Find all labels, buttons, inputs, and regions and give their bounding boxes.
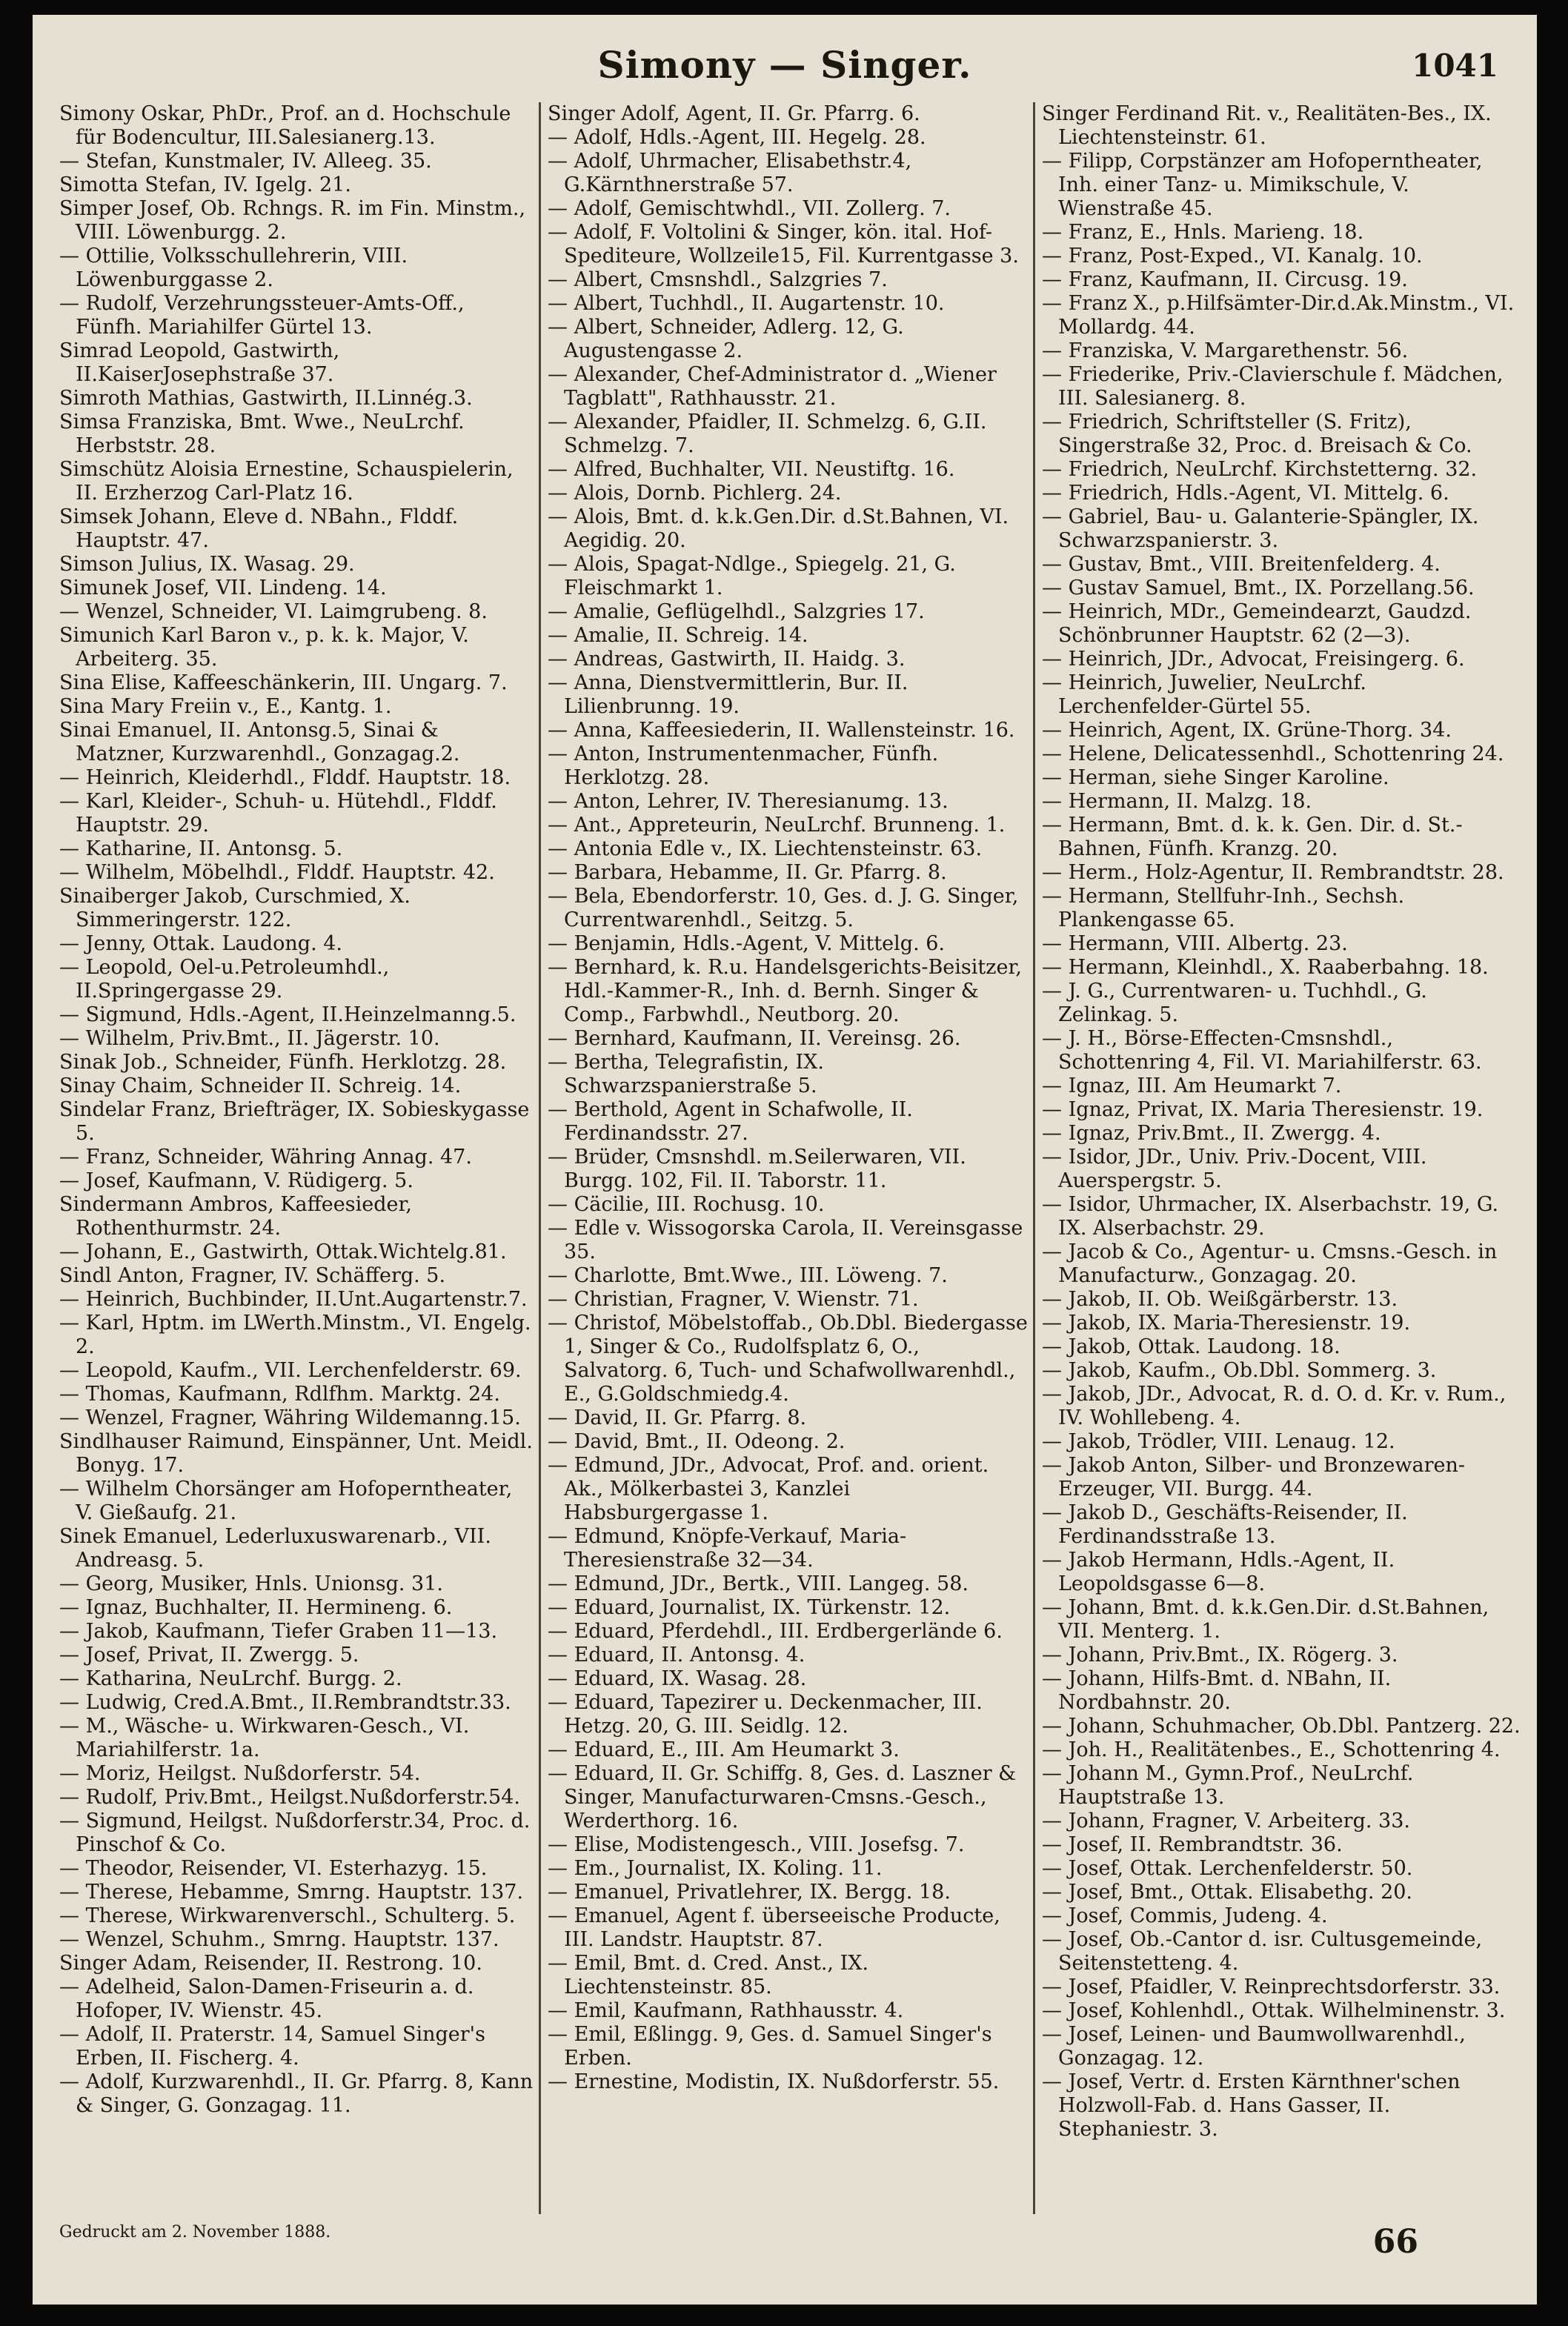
directory-entry: — Emanuel, Privatlehrer, IX. Bergg. 18. (548, 1881, 951, 1904)
directory-entry: — M., Wäsche- u. Wirkwaren-Gesch., VI. Mariahilferstr. 1a. (59, 1715, 470, 1761)
directory-entry: — Jakob, Kaufmann, Tiefer Graben 11—13. (59, 1620, 498, 1643)
directory-entry: Singer Adolf, Agent, II. Gr. Pfarrg. 6. (548, 102, 920, 125)
directory-entry: — Edmund, Knöpfe-Verkauf, Maria-Theresienstraße 32—34. (548, 1525, 907, 1572)
directory-entry: — Elise, Modistengesch., VIII. Josefsg. 7. (548, 1833, 965, 1856)
directory-entry: — Rudolf, Verzehrungssteuer-Amts-Off., Fünfh. Mariahilfer Gürtel 13. (59, 292, 465, 339)
directory-entry: Sinak Job., Schneider, Fünfh. Herklotzg. 28. (59, 1051, 507, 1074)
directory-entry: Sindl Anton, Fragner, IV. Schäfferg. 5. (59, 1264, 446, 1287)
directory-entry: Simroth Mathias, Gastwirth, II.Linnég.3. (59, 387, 473, 410)
directory-entry: — Alexander, Pfaidler, II. Schmelzg. 6, G.II. Schmelzg. 7. (548, 411, 987, 457)
directory-entry: — Jakob, Ottak. Laudong. 18. (1042, 1335, 1341, 1358)
directory-entry: — Bertha, Telegrafistin, IX. Schwarzspanierstraße 5. (548, 1051, 824, 1097)
directory-entry: — Johann, Bmt. d. k.k.Gen.Dir. d.St.Bahnen, VII. Menterg. 1. (1042, 1596, 1489, 1643)
directory-entry: Sinay Chaim, Schneider II. Schreig. 14. (59, 1074, 462, 1097)
directory-entry: Simper Josef, Ob. Rchngs. R. im Fin. Minstm., VIII. Löwenburgg. 2. (59, 197, 526, 244)
directory-entry: Singer Ferdinand Rit. v., Realitäten-Bes., IX. Liechtensteinstr. 61. (1042, 102, 1492, 149)
directory-entry: — Jakob D., Geschäfts-Reisender, II. Ferdinandsstraße 13. (1042, 1501, 1408, 1548)
directory-entry: — Josef, Pfaidler, V. Reinprechtsdorferstr. 33. (1042, 1976, 1501, 1998)
directory-entry: — Antonia Edle v., IX. Liechtensteinstr. 63. (548, 837, 983, 860)
directory-entry: — Ottilie, Volksschullehrerin, VIII. Löwenburggasse 2. (59, 245, 408, 291)
directory-entry: — Thomas, Kaufmann, Rdlfhm. Marktg. 24. (59, 1383, 500, 1406)
directory-entry: — Eduard, Tapezirer u. Deckenmacher, III. Hetzg. 20, G. III. Seidlg. 12. (548, 1691, 983, 1738)
directory-entry: — Eduard, Journalist, IX. Türkenstr. 12. (548, 1596, 951, 1619)
directory-entry: Sina Elise, Kaffeeschänkerin, III. Ungarg. 7. (59, 671, 508, 694)
directory-entry: — Heinrich, JDr., Advocat, Freisingerg. 6. (1042, 648, 1465, 671)
directory-entry: — Ignaz, III. Am Heumarkt 7. (1042, 1074, 1342, 1097)
directory-entry: — Emil, Eßlingg. 9, Ges. d. Samuel Singer's Erben. (548, 2023, 992, 2070)
directory-entry: — Bernhard, Kaufmann, II. Vereinsg. 26. (548, 1027, 961, 1050)
directory-entry: — Franz, Schneider, Währing Annag. 47. (59, 1146, 472, 1169)
directory-entry: — Eduard, II. Gr. Schiffg. 8, Ges. d. Laszner & Singer, Manufacturwaren-Cmsns.-Gesch., Werderthorg. 16. (548, 1762, 1017, 1832)
directory-entry: Sindelar Franz, Briefträger, IX. Sobieskygasse 5. (59, 1098, 530, 1145)
page-header (33, 43, 1537, 98)
directory-entry: — Isidor, JDr., Univ. Priv.-Docent, VIII. Auerspergstr. 5. (1042, 1146, 1427, 1192)
directory-page (33, 15, 1537, 2305)
directory-entry: Simrad Leopold, Gastwirth, II.KaiserJosephstraße 37. (59, 339, 340, 386)
directory-entry: — Ignaz, Priv.Bmt., II. Zwergg. 4. (1042, 1122, 1381, 1145)
directory-entry: — J. G., Currentwaren- u. Tuchhdl., G. Zelinkag. 5. (1042, 980, 1427, 1026)
directory-entry: — Jakob Anton, Silber- und Bronzewaren-Erzeuger, VII. Burgg. 44. (1042, 1454, 1466, 1501)
directory-entry: — Eduard, Pferdehdl., III. Erdbergerlände 6. (548, 1620, 1003, 1643)
directory-entry: — Edle v. Wissogorska Carola, II. Vereinsgasse 35. (548, 1217, 1023, 1263)
directory-entry: — Adelheid, Salon-Damen-Friseurin a. d. Hofoper, IV. Wienstr. 45. (59, 1976, 474, 2022)
directory-entry: — Ignaz, Privat, IX. Maria Theresienstr. 19. (1042, 1098, 1484, 1121)
directory-entry: — Johann M., Gymn.Prof., NeuLrchf. Hauptstraße 13. (1042, 1762, 1414, 1809)
directory-entry: Simony Oskar, PhDr., Prof. an d. Hochschule für Bodencultur, III.Salesianerg.13. (59, 102, 511, 149)
directory-entry: Simsek Johann, Eleve d. NBahn., Flddf. Hauptstr. 47. (59, 505, 459, 552)
directory-entry: — Helene, Delicatessenhdl., Schottenring 24. (1042, 742, 1504, 765)
directory-entry: — Franz, E., Hnls. Marieng. 18. (1042, 221, 1364, 244)
directory-entry: — Wenzel, Fragner, Währing Wildemanng.15. (59, 1406, 521, 1429)
directory-entry: — Jakob, IX. Maria-Theresienstr. 19. (1042, 1312, 1411, 1335)
directory-entry: Simsa Franziska, Bmt. Wwe., NeuLrchf. Herbststr. 28. (59, 411, 465, 457)
directory-entry: Simotta Stefan, IV. Igelg. 21. (59, 173, 351, 196)
directory-entry: — Josef, Kohlenhdl., Ottak. Wilhelminenstr. 3. (1042, 1999, 1506, 2022)
directory-entry: — Jakob, Trödler, VIII. Lenaug. 12. (1042, 1430, 1395, 1453)
directory-entry: — Emil, Bmt. d. Cred. Anst., IX. Liechtensteinstr. 85. (548, 1952, 869, 1998)
directory-entry: — Alois, Bmt. d. k.k.Gen.Dir. d.St.Bahnen, VI. Aegidig. 20. (548, 505, 1009, 552)
directory-entry: — Katharina, NeuLrchf. Burgg. 2. (59, 1667, 402, 1690)
directory-entry: — Andreas, Gastwirth, II. Haidg. 3. (548, 648, 906, 671)
directory-entry: — Josef, Vertr. d. Ersten Kärnthner'schen Holzwoll-Fab. d. Hans Gasser, II. Stephaniestr. 3. (1042, 2070, 1461, 2141)
directory-entry: — Amalie, II. Schreig. 14. (548, 624, 808, 647)
directory-entry: — Herm., Holz-Agentur, II. Rembrandtstr. 28. (1042, 861, 1504, 884)
directory-entry: — Wilhelm, Priv.Bmt., II. Jägerstr. 10. (59, 1027, 440, 1050)
directory-entry: — Emanuel, Agent f. überseeische Producte, III. Landstr. Hauptstr. 87. (548, 1904, 1000, 1951)
directory-entry: — Albert, Schneider, Adlerg. 12, G. Augustengasse 2. (548, 316, 904, 362)
directory-entry: — Wenzel, Schneider, VI. Laimgrubeng. 8. (59, 600, 488, 623)
directory-entry: Sina Mary Freiin v., E., Kantg. 1. (59, 695, 392, 718)
directory-entry: — Emil, Kaufmann, Rathhausstr. 4. (548, 1999, 904, 2022)
directory-entry: Singer Adam, Reisender, II. Restrong. 10. (59, 1952, 482, 1975)
directory-entry: — Anton, Lehrer, IV. Theresianumg. 13. (548, 790, 949, 813)
directory-entry: — Christof, Möbelstoffab., Ob.Dbl. Biedergasse 1, Singer & Co., Rudolfsplatz 6, O., Salvatorg. 6, Tuch- und Schafwollwarenhdl., E., G.Goldschmiedg.4. (548, 1312, 1028, 1406)
directory-entry: — Wilhelm, Möbelhdl., Flddf. Hauptstr. 42. (59, 861, 495, 884)
directory-entry: — Theodor, Reisender, VI. Esterhazyg. 15. (59, 1857, 488, 1880)
directory-entry: — Johann, Fragner, V. Arbeiterg. 33. (1042, 1810, 1410, 1832)
directory-entry: — Christian, Fragner, V. Wienstr. 71. (548, 1288, 919, 1311)
directory-entry: — Em., Journalist, IX. Koling. 11. (548, 1857, 883, 1880)
directory-entry: — Wilhelm Chorsänger am Hofoperntheater, V. Gießaufg. 21. (59, 1478, 513, 1524)
directory-entry: — Edmund, JDr., Advocat, Prof. and. orient. Ak., Mölkerbastei 3, Kanzlei Habsburgergasse 1. (548, 1454, 989, 1524)
directory-entry: — Charlotte, Bmt.Wwe., III. Löweng. 7. (548, 1264, 948, 1287)
directory-entry: — Josef, Kaufmann, V. Rüdigerg. 5. (59, 1169, 413, 1192)
directory-entry: — Stefan, Kunstmaler, IV. Alleeg. 35. (59, 150, 432, 173)
directory-entry: — Heinrich, Juwelier, NeuLrchf. Lerchenfelder-Gürtel 55. (1042, 671, 1366, 718)
directory-entry: — Ignaz, Buchhalter, II. Hermineng. 6. (59, 1596, 453, 1619)
directory-entry: Simunek Josef, VII. Lindeng. 14. (59, 576, 387, 599)
directory-entry: — Eduard, IX. Wasag. 28. (548, 1667, 807, 1690)
directory-entry: — Alois, Spagat-Ndlge., Spiegelg. 21, G. Fleischmarkt 1. (548, 553, 956, 599)
directory-entry: — Jakob Hermann, Hdls.-Agent, II. Leopoldsgasse 6—8. (1042, 1549, 1395, 1595)
directory-entry: — Josef, Ottak. Lerchenfelderstr. 50. (1042, 1857, 1413, 1880)
directory-entry: — Barbara, Hebamme, II. Gr. Pfarrg. 8. (548, 861, 947, 884)
directory-entry: — Moriz, Heilgst. Nußdorferstr. 54. (59, 1762, 421, 1785)
directory-entry: — Georg, Musiker, Hnls. Unionsg. 31. (59, 1572, 443, 1595)
directory-entry: — Adolf, F. Voltolini & Singer, kön. ital. Hof-Spediteure, Wollzeile15, Fil. Kurrentgasse 3. (548, 221, 1019, 268)
directory-entry: — J. H., Börse-Effecten-Cmsnshdl., Schottenring 4, Fil. VI. Mariahilferstr. 63. (1042, 1027, 1482, 1074)
directory-entry: — Franz, Kaufmann, II. Circusg. 19. (1042, 268, 1408, 291)
directory-entry: — Hermann, VIII. Albertg. 23. (1042, 932, 1348, 955)
directory-entry: Sinek Emanuel, Lederluxuswarenarb., VII. Andreasg. 5. (59, 1525, 491, 1572)
directory-entry: — Therese, Hebamme, Smrng. Hauptstr. 137. (59, 1881, 524, 1904)
directory-entry: — Heinrich, MDr., Gemeindearzt, Gaudzd. Schönbrunner Hauptstr. 62 (2—3). (1042, 600, 1472, 647)
directory-entry: — Bela, Ebendorferstr. 10, Ges. d. J. G. Singer, Currentwarenhdl., Seitzg. 5. (548, 885, 1019, 931)
column-rule (1033, 102, 1035, 2214)
directory-entry: — Leopold, Kaufm., VII. Lerchenfelderstr. 69. (59, 1359, 522, 1382)
directory-entry: — Johann, Priv.Bmt., IX. Rögerg. 3. (1042, 1644, 1398, 1667)
directory-entry: — Albert, Cmsnshdl., Salzgries 7. (548, 268, 888, 291)
column-left (59, 102, 534, 2214)
directory-entry: — Hermann, II. Malzg. 18. (1042, 790, 1312, 813)
directory-entry: — Bernhard, k. R.u. Handelsgerichts-Beisitzer, Hdl.-Kammer-R., Inh. d. Bernh. Singer & Comp., Farbwhdl., Neutborg. 20. (548, 956, 1022, 1026)
directory-entry: — Jacob & Co., Agentur- u. Cmsns.-Gesch. in Manufacturw., Gonzagag. 20. (1042, 1240, 1498, 1287)
directory-entry: — Eduard, II. Antonsg. 4. (548, 1644, 805, 1667)
directory-entry: — Jakob, JDr., Advocat, R. d. O. d. Kr. v. Rum., IV. Wohllebeng. 4. (1042, 1383, 1506, 1429)
directory-entry: — Karl, Kleider-, Schuh- u. Hütehdl., Flddf. Hauptstr. 29. (59, 790, 497, 837)
directory-entry: — Johann, Schuhmacher, Ob.Dbl. Pantzerg. 22. (1042, 1715, 1521, 1738)
directory-entry: — Friedrich, Schriftsteller (S. Fritz), Singerstraße 32, Proc. d. Breisach & Co. (1042, 411, 1472, 457)
directory-entry: — Isidor, Uhrmacher, IX. Alserbachstr. 19, G. IX. Alserbachstr. 29. (1042, 1193, 1499, 1240)
directory-entry: — Gustav Samuel, Bmt., IX. Porzellang.56. (1042, 576, 1475, 599)
directory-entry: — Gabriel, Bau- u. Galanterie-Spängler, IX. Schwarzspanierstr. 3. (1042, 505, 1479, 552)
directory-entry: — Friederike, Priv.-Clavierschule f. Mädchen, III. Salesianerg. 8. (1042, 363, 1504, 410)
directory-entry: — Joh. H., Realitätenbes., E., Schottenring 4. (1042, 1738, 1501, 1761)
directory-entry: — Hermann, Stellfuhr-Inh., Sechsh. Plankengasse 65. (1042, 885, 1405, 931)
directory-entry: Sinai Emanuel, II. Antonsg.5, Sinai & Matzner, Kurzwarenhdl., Gonzagag.2. (59, 719, 460, 765)
directory-entry: Sindermann Ambros, Kaffeesieder, Rothenthurmstr. 24. (59, 1193, 412, 1240)
directory-entry: — Franziska, V. Margarethenstr. 56. (1042, 339, 1409, 362)
directory-entry: — Wenzel, Schuhm., Smrng. Hauptstr. 137. (59, 1928, 499, 1951)
directory-entry: — Filipp, Corpstänzer am Hofoperntheater, Inh. einer Tanz- u. Mimikschule, V. Wienstraße 45. (1042, 150, 1483, 220)
directory-entry: Sinaiberger Jakob, Curschmied, X. Simmeringerstr. 122. (59, 885, 411, 931)
directory-entry: — Leopold, Oel-u.Petroleumhdl., II.Springergasse 29. (59, 956, 390, 1003)
directory-entry: — Alfred, Buchhalter, VII. Neustiftg. 16. (548, 458, 955, 481)
directory-entry: — Brüder, Cmsnshdl. m.Seilerwaren, VII. Burgg. 102, Fil. II. Taborstr. 11. (548, 1146, 966, 1192)
directory-entry: — Adolf, Uhrmacher, Elisabethstr.4, G.Kärnthnerstraße 57. (548, 150, 912, 196)
directory-entry: — Therese, Wirkwarenverschl., Schulterg. 5. (59, 1904, 516, 1927)
directory-entry: — Friedrich, Hdls.-Agent, VI. Mittelg. 6. (1042, 482, 1449, 505)
column-middle (548, 102, 1028, 2214)
directory-entry: Simunich Karl Baron v., p. k. k. Major, V. Arbeiterg. 35. (59, 624, 469, 671)
directory-entry: — Franz, Post-Exped., VI. Kanalg. 10. (1042, 245, 1423, 268)
directory-entry: — Jakob, Kaufm., Ob.Dbl. Sommerg. 3. (1042, 1359, 1437, 1382)
directory-entry: — Friedrich, NeuLrchf. Kirchstetterng. 32. (1042, 458, 1478, 481)
directory-entry: — Josef, Leinen- und Baumwollwarenhdl., Gonzagag. 12. (1042, 2023, 1466, 2070)
directory-entry: — Karl, Hptm. im LWerth.Minstm., VI. Engelg. 2. (59, 1312, 531, 1358)
directory-entry: — Hermann, Kleinhdl., X. Raaberbahng. 18. (1042, 956, 1489, 979)
directory-entry: — Adolf, Hdls.-Agent, III. Hegelg. 28. (548, 126, 926, 149)
directory-entry: — Adolf, Kurzwarenhdl., II. Gr. Pfarrg. 8, Kann & Singer, G. Gonzagag. 11. (59, 2070, 534, 2117)
directory-entry: — Gustav, Bmt., VIII. Breitenfelderg. 4. (1042, 553, 1441, 576)
directory-entry: — Cäcilie, III. Rochusg. 10. (548, 1193, 825, 1216)
directory-entry: — Amalie, Geflügelhdl., Salzgries 17. (548, 600, 925, 623)
directory-entry: Sindlhauser Raimund, Einspänner, Unt. Meidl. Bonyg. 17. (59, 1430, 533, 1477)
directory-entry: — Sigmund, Heilgst. Nußdorferstr.34, Proc. d. Pinschof & Co. (59, 1810, 531, 1856)
page-number: 1041 (1412, 47, 1498, 84)
directory-entry: — Josef, Privat, II. Zwergg. 5. (59, 1644, 359, 1667)
directory-entry: — Heinrich, Agent, IX. Grüne-Thorg. 34. (1042, 719, 1452, 742)
directory-entry: — Katharine, II. Antonsg. 5. (59, 837, 343, 860)
directory-entry: — Sigmund, Hdls.-Agent, II.Heinzelmanng.5. (59, 1003, 516, 1026)
directory-entry: — Josef, Ob.-Cantor d. isr. Cultusgemeinde, Seitenstetteng. 4. (1042, 1928, 1483, 1975)
directory-entry: — Josef, Bmt., Ottak. Elisabethg. 20. (1042, 1881, 1413, 1904)
directory-entry: — Eduard, E., III. Am Heumarkt 3. (548, 1738, 900, 1761)
directory-entry: — Ant., Appreteurin, NeuLrchf. Brunneng. 1. (548, 814, 1006, 837)
directory-entry: — Johann, Hilfs-Bmt. d. NBahn, II. Nordbahnstr. 20. (1042, 1667, 1392, 1714)
directory-entry: — Berthold, Agent in Schafwolle, II. Ferdinandsstr. 27. (548, 1098, 913, 1145)
directory-entry: — Ernestine, Modistin, IX. Nußdorferstr. 55. (548, 2070, 1000, 2093)
directory-entry: — Josef, II. Rembrandtstr. 36. (1042, 1833, 1343, 1856)
directory-entry: — David, II. Gr. Pfarrg. 8. (548, 1406, 807, 1429)
directory-entry: — Adolf, Gemischtwhdl., VII. Zollerg. 7. (548, 197, 951, 220)
directory-entry: — Ludwig, Cred.A.Bmt., II.Rembrandtstr.33. (59, 1691, 511, 1714)
directory-entry: — Rudolf, Priv.Bmt., Heilgst.Nußdorferstr.54. (59, 1786, 520, 1809)
directory-entry: — Albert, Tuchhdl., II. Augartenstr. 10. (548, 292, 945, 315)
directory-entry: Simschütz Aloisia Ernestine, Schauspielerin, II. Erzherzog Carl-Platz 16. (59, 458, 514, 505)
directory-entry: — Herman, siehe Singer Karoline. (1042, 766, 1389, 789)
directory-entry: — Anton, Instrumentenmacher, Fünfh. Herklotzg. 28. (548, 742, 939, 789)
directory-entry: — Hermann, Bmt. d. k. k. Gen. Dir. d. St.-Bahnen, Fünfh. Kranzg. 20. (1042, 814, 1463, 860)
column-right (1042, 102, 1522, 2214)
directory-entry: — Anna, Kaffeesiederin, II. Wallensteinstr. 16. (548, 719, 1015, 742)
signature-mark: 66 (1372, 2223, 1418, 2261)
print-date-note: Gedruckt am 2. November 1888. (59, 2223, 331, 2242)
directory-entry: — Alexander, Chef-Administrator d. „Wiener Tagblatt", Rathhausstr. 21. (548, 363, 997, 410)
directory-entry: — David, Bmt., II. Odeong. 2. (548, 1430, 846, 1453)
directory-entry: Simson Julius, IX. Wasag. 29. (59, 553, 355, 576)
directory-entry: — Johann, E., Gastwirth, Ottak.Wichtelg.81. (59, 1240, 507, 1263)
directory-entry: — Josef, Commis, Judeng. 4. (1042, 1904, 1328, 1927)
directory-entry: — Heinrich, Kleiderhdl., Flddf. Hauptstr. 18. (59, 766, 511, 789)
directory-entry: — Adolf, II. Praterstr. 14, Samuel Singer's Erben, II. Fischerg. 4. (59, 2023, 485, 2070)
directory-entry: — Benjamin, Hdls.-Agent, V. Mittelg. 6. (548, 932, 945, 955)
column-rule (539, 102, 541, 2214)
directory-entry: — Alois, Dornb. Pichlerg. 24. (548, 482, 842, 505)
directory-entry: — Franz X., p.Hilfsämter-Dir.d.Ak.Minstm., VI. Mollardg. 44. (1042, 292, 1515, 339)
running-title: Simony — Singer. (597, 43, 972, 87)
directory-entry: — Jakob, II. Ob. Weißgärberstr. 13. (1042, 1288, 1398, 1311)
directory-entry: — Jenny, Ottak. Laudong. 4. (59, 932, 343, 955)
directory-entry: — Anna, Dienstvermittlerin, Bur. II. Lilienbrunng. 19. (548, 671, 908, 718)
directory-entry: — Edmund, JDr., Bertk., VIII. Langeg. 58. (548, 1572, 969, 1595)
directory-entry: — Heinrich, Buchbinder, II.Unt.Augartenstr.7. (59, 1288, 528, 1311)
